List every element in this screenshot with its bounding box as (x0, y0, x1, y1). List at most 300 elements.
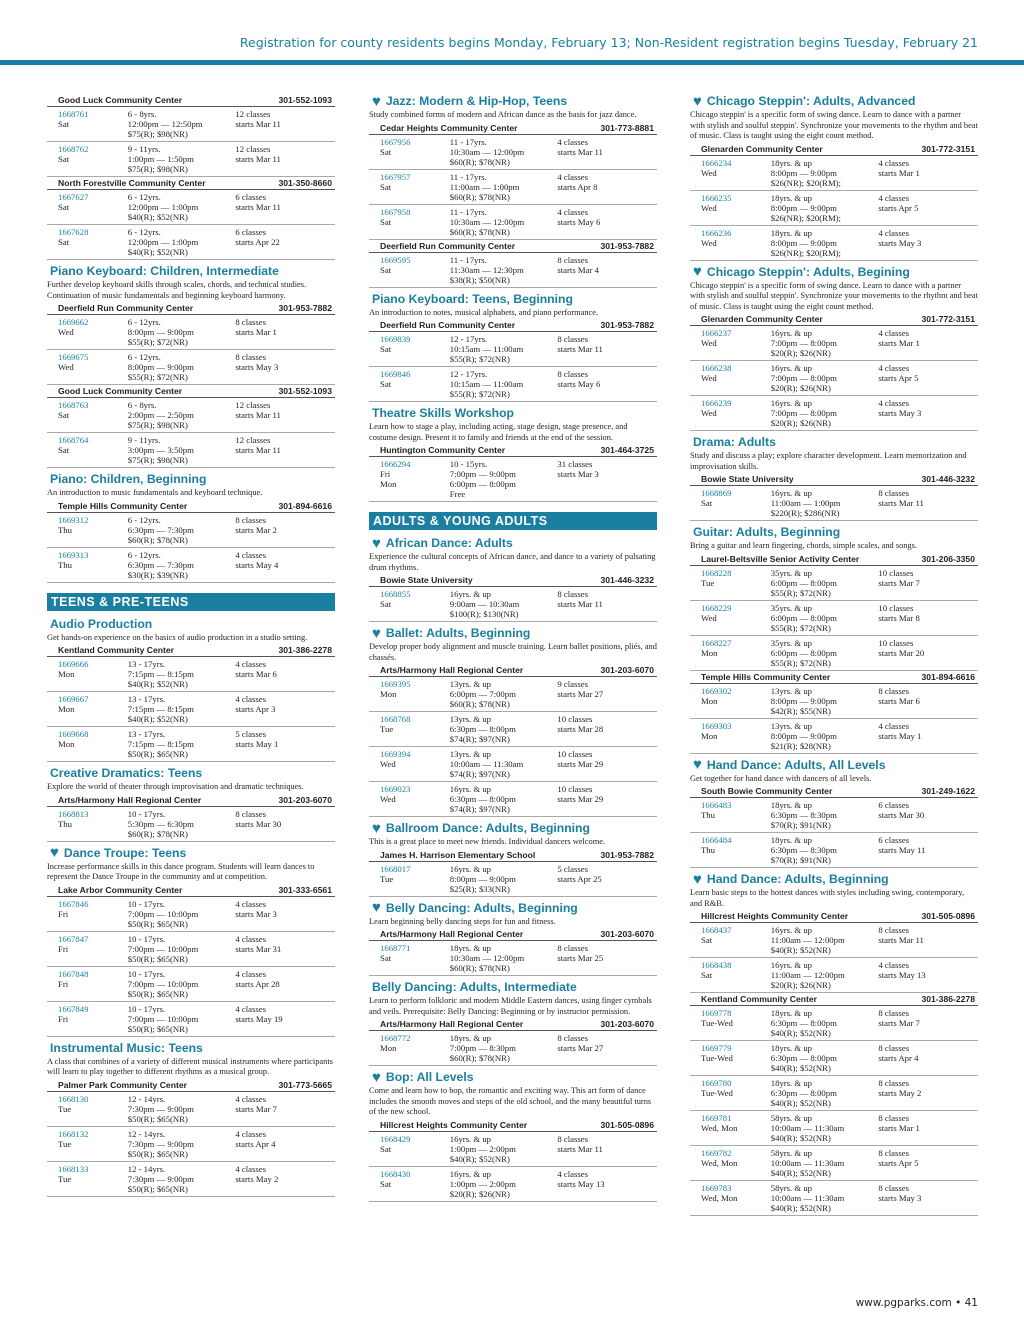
class-code[interactable]: 1668771 (380, 943, 411, 953)
class-age: 18yrs. & up (449, 943, 492, 953)
class-time: 6:30pm — 8:00pm (449, 794, 516, 804)
column-2 (369, 94, 657, 1206)
class-code[interactable]: 1668437 (701, 925, 732, 935)
class-age: 35yrs. & up (770, 602, 813, 613)
course-title (690, 525, 978, 540)
class-code[interactable]: 1668227 (701, 637, 732, 648)
class-start: starts May 4 (235, 559, 279, 570)
class-fee: $20(R); $26(NR) (770, 980, 831, 990)
class-code[interactable]: 1669778 (701, 1008, 732, 1018)
class-row (690, 958, 978, 993)
course-title (47, 472, 335, 487)
class-code[interactable]: 1668813 (58, 808, 89, 819)
class-fee: $70(R); $91(NR) (770, 820, 831, 830)
class-row (47, 350, 335, 385)
class-age: 9 - 11yrs. (127, 144, 161, 154)
class-count: 4 classes (235, 1093, 266, 1104)
class-row (690, 1041, 978, 1076)
class-day: Wed (701, 167, 717, 178)
class-code[interactable]: 1668855 (380, 589, 411, 599)
class-code[interactable]: 1666236 (701, 227, 732, 238)
class-details (128, 144, 236, 174)
class-fee: $40(R); $52(NR) (449, 1153, 510, 1164)
class-time: 6:30pm — 8:00pm (770, 1053, 837, 1063)
course-title-text: Jazz: Modern & Hip-Hop, Teens (385, 94, 568, 108)
course-description: Increase performance skills in this dance program. Students will learn dances to represent the Dance Troupe in the community and at competition. (47, 861, 315, 881)
class-count: 4 classes (557, 1168, 588, 1179)
class-code[interactable]: 1669846 (380, 369, 411, 379)
class-code-day (58, 1129, 128, 1159)
class-start: starts Apr 5 (878, 373, 919, 383)
class-start: starts Mar 25 (557, 953, 604, 963)
course-title-text: African Dance: Adults (385, 536, 513, 550)
course-section (690, 265, 978, 432)
location-header (47, 1080, 335, 1092)
location-phone: 301-552-1093 (278, 95, 332, 105)
class-code[interactable]: 1669595 (380, 254, 411, 265)
class-age: 35yrs. & up (770, 637, 813, 648)
class-code[interactable]: 1669303 (701, 720, 732, 731)
location-name: Arts/Harmony Hall Regional Center (380, 665, 524, 675)
location-name: Good Luck Community Center (58, 95, 183, 105)
class-start: starts Mar 3 (235, 908, 277, 919)
class-day: Mon (58, 669, 75, 679)
location-name: Huntington Community Center (380, 445, 506, 455)
class-schedule (235, 729, 335, 759)
course-title (369, 980, 657, 995)
class-code-day (58, 1094, 128, 1124)
class-row (47, 190, 335, 225)
class-code[interactable]: 1668133 (58, 1163, 89, 1174)
course-title (690, 435, 978, 450)
class-code[interactable]: 1668130 (58, 1093, 89, 1104)
class-code-day (58, 317, 128, 347)
class-code-day (58, 435, 128, 465)
location-phone: 301-773-8881 (600, 122, 654, 133)
class-details (771, 800, 879, 830)
class-age: 10 - 17yrs. (127, 1003, 166, 1014)
class-details (771, 158, 879, 188)
class-count: 9 classes (557, 679, 588, 689)
heart-icon: ♥ (372, 534, 381, 552)
class-code[interactable]: 1669312 (58, 514, 89, 525)
class-code[interactable]: 1667957 (380, 171, 411, 182)
location-phone: 301-446-3232 (921, 474, 975, 484)
class-schedule (878, 603, 978, 633)
class-code[interactable]: 1669023 (380, 784, 411, 794)
class-details (128, 809, 236, 839)
class-time-2: 6:00pm — 8:00pm (449, 479, 516, 489)
class-code[interactable]: 1666234 (701, 157, 732, 168)
class-time: 3:00pm — 3:50pm (127, 445, 194, 455)
class-details (450, 864, 558, 894)
course-section (47, 593, 335, 763)
course-section (690, 94, 978, 261)
class-count: 4 classes (878, 720, 909, 731)
class-code[interactable]: 1669667 (58, 694, 89, 704)
location-phone: 301-552-1093 (278, 386, 332, 396)
class-day: Mon (701, 647, 718, 658)
location-name: Bowie State University (380, 575, 473, 585)
class-code[interactable]: 1668430 (380, 1168, 411, 1179)
class-row (47, 1162, 335, 1197)
class-day: Sat (701, 935, 713, 945)
class-details (128, 352, 236, 382)
class-code[interactable]: 1666484 (701, 835, 732, 845)
class-code[interactable]: 1666294 (380, 459, 411, 469)
class-details (128, 1129, 236, 1159)
class-day: Fri (58, 978, 69, 989)
class-age: 18yrs. & up (770, 157, 813, 168)
location-phone: 301-386-2278 (921, 994, 975, 1004)
class-time: 11:00am — 1:00pm (449, 181, 520, 192)
class-row (369, 941, 657, 976)
class-start: starts Mar 3 (557, 469, 599, 479)
location-header (47, 95, 335, 107)
course-description: A class that combines of a variety of different musical instruments where participants will learn to play together to different rhythms as a musical group. (47, 1056, 333, 1076)
class-day: Wed (380, 759, 396, 769)
location-name: Laurel-Beltsville Senior Activity Center (701, 553, 860, 564)
class-count: 4 classes (878, 328, 909, 338)
class-time: 10:30am — 12:00pm (449, 146, 525, 157)
class-row (690, 326, 978, 361)
class-count: 8 classes (235, 317, 266, 327)
class-start: starts May 13 (878, 970, 926, 980)
class-age: 16yrs. & up (449, 1168, 492, 1179)
class-count: 4 classes (235, 968, 266, 979)
class-fee: $60(R); $78(NR) (449, 699, 510, 709)
class-details (450, 784, 558, 814)
location-header (47, 645, 335, 657)
course-title-text: Creative Dramatics: Teens (50, 766, 203, 780)
class-code-day (701, 960, 771, 990)
class-code[interactable]: 1668017 (380, 863, 411, 874)
class-start: starts Mar 30 (878, 810, 925, 820)
class-code[interactable]: 1668768 (380, 714, 411, 724)
class-row (369, 782, 657, 817)
class-code[interactable]: 1666483 (701, 800, 732, 810)
class-time: 1:00pm — 1:50pm (127, 154, 194, 164)
class-code[interactable]: 1669313 (58, 549, 89, 560)
class-code[interactable]: 1669783 (701, 1183, 732, 1193)
class-time: 7:15pm — 8:15pm (127, 669, 194, 679)
class-day: Sat (701, 970, 713, 980)
class-schedule (878, 1008, 978, 1038)
class-code[interactable]: 1666239 (701, 398, 732, 408)
class-details (128, 1094, 236, 1124)
class-time: 7:30pm — 9:00pm (127, 1103, 194, 1114)
class-details (450, 679, 558, 709)
class-count: 8 classes (878, 1008, 909, 1018)
class-code[interactable]: 1667958 (380, 206, 411, 217)
class-age: 10 - 17yrs. (127, 898, 166, 909)
location-phone: 301-386-2278 (278, 645, 332, 655)
course-section (369, 512, 657, 622)
location-header (47, 501, 335, 513)
class-age: 11 - 17yrs. (449, 136, 487, 147)
class-day: Wed (701, 373, 717, 383)
class-code[interactable]: 1669781 (701, 1113, 732, 1123)
class-details (771, 721, 879, 751)
class-start: starts May 2 (878, 1088, 922, 1098)
class-day: Fri (380, 469, 391, 479)
class-age: 18yrs. & up (770, 835, 813, 845)
course-description: Learn basic steps to the hottest dances with styles including swing, contemporary, and R&B. (690, 888, 965, 908)
class-age: 13yrs. & up (449, 714, 492, 724)
registration-notice: Registration for county residents begins Monday, February 13; Non-Resident registration begins Tuesday, February 21 (239, 35, 978, 50)
class-row (47, 1127, 335, 1162)
class-schedule (235, 109, 335, 139)
heart-icon: ♥ (50, 844, 59, 861)
course-description: Study combined forms of modern and African dance as the basis for jazz dance. (369, 110, 637, 119)
location-header (369, 850, 657, 862)
course-title (369, 626, 657, 641)
class-count: 31 classes (557, 459, 593, 469)
location-phone: 301-894-6616 (278, 500, 332, 511)
class-age: 13yrs. & up (449, 679, 492, 689)
class-code[interactable]: 1669662 (58, 317, 89, 327)
class-code-day (380, 1033, 450, 1063)
location-name: Arts/Harmony Hall Regional Center (58, 794, 202, 805)
class-age: 12 - 17yrs. (449, 369, 488, 379)
class-code-day (701, 328, 771, 358)
class-time: 7:00pm — 10:00pm (127, 908, 199, 919)
class-day: Wed, Mon (701, 1193, 738, 1203)
class-row (47, 727, 335, 762)
class-time: 7:00pm — 8:00pm (770, 408, 837, 418)
class-code[interactable]: 1669675 (58, 352, 89, 362)
class-code[interactable]: 1669668 (58, 729, 89, 739)
class-start: starts Mar 4 (557, 264, 599, 275)
course-description: Develop proper body alignment and muscle training. Learn ballet positions, pliés, and chassés. (369, 642, 657, 662)
class-schedule (878, 568, 978, 598)
class-code[interactable]: 1668762 (58, 144, 89, 154)
class-code[interactable]: 1669394 (380, 749, 411, 759)
class-count: 12 classes (235, 144, 271, 154)
class-code[interactable]: 1668429 (380, 1133, 411, 1144)
location-header (690, 994, 978, 1006)
class-schedule (235, 809, 335, 839)
class-fee: $220(R); $286(NR) (770, 508, 840, 518)
course-title-text: Chicago Steppin': Adults, Advanced (706, 94, 916, 108)
class-code[interactable]: 1668228 (701, 567, 732, 578)
section-banner: ADULTS & YOUNG ADULTS (369, 512, 657, 530)
location-phone: 301-953-7882 (600, 320, 654, 330)
location-phone: 301-772-3151 (921, 143, 975, 154)
class-code[interactable]: 1668761 (58, 109, 89, 119)
class-schedule (235, 1164, 335, 1194)
location-name: Glenarden Community Center (701, 143, 823, 154)
class-age: 18yrs. & up (449, 1033, 492, 1043)
class-code[interactable]: 1667627 (58, 192, 89, 202)
class-age: 13yrs. & up (449, 749, 492, 759)
class-count: 8 classes (878, 488, 909, 498)
location-header (690, 672, 978, 684)
course-title (369, 406, 657, 421)
class-age: 6 - 12yrs. (127, 192, 161, 202)
class-schedule (557, 749, 657, 779)
class-details (128, 550, 236, 580)
class-schedule (878, 1113, 978, 1143)
class-row (47, 107, 335, 142)
course-description: Chicago steppin' is a specific form of swing dance. Learn to dance with a partner with stylish and soulful steppin'. Synchronize your movements to the rhythm and beat of music. Class is taught using the eight count method. (690, 110, 978, 140)
class-start: starts Mar 30 (235, 818, 282, 829)
class-details (771, 398, 879, 428)
class-day: Fri (58, 908, 69, 919)
class-row (369, 1031, 657, 1066)
class-code[interactable]: 1669779 (701, 1043, 732, 1053)
class-count: 8 classes (878, 925, 909, 935)
class-start: starts May 6 (557, 216, 601, 227)
class-code[interactable]: 1667847 (58, 933, 89, 944)
heart-icon: ♥ (372, 819, 381, 837)
class-start: starts Apr 5 (878, 202, 919, 213)
class-code[interactable]: 1669782 (701, 1148, 732, 1158)
location-name: Arts/Harmony Hall Regional Center (380, 929, 524, 939)
class-details (450, 714, 558, 744)
class-schedule (878, 835, 978, 865)
class-fee: $20(R); $26(NR) (770, 383, 831, 393)
class-code[interactable]: 1667628 (58, 227, 89, 237)
class-schedule (235, 934, 335, 964)
class-schedule (557, 459, 657, 499)
class-details (128, 659, 236, 689)
class-time: 6:30pm — 8:00pm (449, 724, 516, 734)
class-details (771, 1043, 879, 1073)
class-code[interactable]: 1666237 (701, 328, 732, 338)
class-code[interactable]: 1668438 (701, 960, 732, 970)
class-code[interactable]: 1668229 (701, 602, 732, 613)
class-day: Mon (701, 730, 718, 741)
class-code-day (58, 809, 128, 839)
course-title-text: Piano Keyboard: Teens, Beginning (372, 291, 573, 306)
column-1 (47, 94, 335, 1201)
class-schedule (878, 686, 978, 716)
class-time: 10:00am — 11:30am (770, 1193, 845, 1203)
class-schedule (235, 659, 335, 689)
class-code-day (701, 1183, 771, 1213)
class-fee: $55(R); $72(NR) (127, 372, 188, 382)
course-section (369, 292, 657, 403)
class-start: starts Mar 1 (235, 327, 277, 337)
class-count: 8 classes (878, 1183, 909, 1193)
class-day: Mon (58, 739, 75, 749)
class-day: Wed (701, 408, 717, 418)
class-schedule (235, 192, 335, 222)
course-description: Experience the cultural concepts of African dance, and dance to a variety of pulsating drum rhythms. (369, 552, 656, 572)
class-code[interactable]: 1668132 (58, 1128, 89, 1139)
class-code[interactable]: 1668763 (58, 400, 89, 410)
class-start: starts Apr 8 (557, 181, 598, 192)
class-code[interactable]: 1669666 (58, 659, 89, 669)
class-code[interactable]: 1668869 (701, 488, 732, 498)
class-code-day (58, 1004, 128, 1034)
class-code-day (58, 227, 128, 257)
class-day: Tue (380, 724, 394, 734)
location-header (369, 929, 657, 941)
location-phone: 301-773-5665 (278, 1079, 332, 1090)
heart-icon: ♥ (372, 899, 381, 916)
heart-icon: ♥ (693, 263, 702, 280)
class-day: Sat (58, 410, 70, 420)
location-header (369, 575, 657, 587)
class-details (128, 729, 236, 759)
class-code-day (58, 400, 128, 430)
class-day: Tue (58, 1173, 72, 1184)
course-title-text: Instrumental Music: Teens (50, 1040, 203, 1055)
class-row (369, 677, 657, 712)
class-time: 6:30pm — 8:30pm (770, 810, 837, 820)
course-section (47, 846, 335, 1037)
class-age: 12 - 14yrs. (127, 1128, 166, 1139)
class-code[interactable]: 1666235 (701, 192, 732, 203)
class-count: 10 classes (557, 714, 593, 724)
class-row (690, 191, 978, 226)
class-details (128, 1004, 236, 1034)
class-code[interactable]: 1667846 (58, 898, 89, 909)
class-fee: $50(R); $65(NR) (127, 749, 188, 759)
class-schedule (557, 137, 657, 167)
class-day: Wed (58, 362, 74, 372)
course-section (690, 435, 978, 521)
class-day: Fri (58, 943, 69, 954)
class-fee: Free (449, 489, 466, 499)
class-start: starts Mar 2 (235, 524, 277, 535)
location-name: South Bowie Community Center (701, 786, 833, 796)
class-schedule (557, 943, 657, 973)
class-code[interactable]: 1667956 (380, 136, 411, 147)
class-schedule (557, 369, 657, 399)
class-code[interactable]: 1669302 (701, 685, 732, 696)
heart-icon: ♥ (693, 92, 702, 110)
class-code[interactable]: 1667848 (58, 968, 89, 979)
class-code-day (58, 550, 128, 580)
course-section (369, 94, 657, 288)
class-row (47, 932, 335, 967)
class-fee: $40(R); $52(NR) (770, 1063, 831, 1073)
location-header (369, 320, 657, 332)
class-code[interactable]: 1669395 (380, 679, 411, 689)
class-schedule (878, 363, 978, 393)
class-code[interactable]: 1668764 (58, 435, 89, 445)
location-phone: 301-505-0896 (921, 911, 975, 921)
location-name: Glenarden Community Center (701, 314, 823, 324)
class-code[interactable]: 1668772 (380, 1033, 411, 1043)
class-fee: $70(R); $91(NR) (770, 855, 831, 865)
class-day: Mon (58, 704, 75, 714)
class-start: starts Mar 1 (878, 1123, 920, 1133)
class-fee: $50(R); $65(NR) (127, 1148, 188, 1159)
class-details (128, 515, 236, 545)
class-start: starts May 3 (878, 237, 922, 248)
class-age: 16yrs. & up (770, 363, 813, 373)
course-description: Explore the world of theater through improvisation and dramatic techniques. (47, 782, 304, 791)
course-title (47, 617, 335, 632)
class-code[interactable]: 1669839 (380, 334, 411, 344)
class-day: Sat (58, 202, 70, 212)
class-day: Sat (58, 237, 70, 247)
location-phone: 301-953-7882 (278, 303, 332, 313)
class-code[interactable]: 1666238 (701, 363, 732, 373)
class-fee: $50(R); $65(NR) (127, 988, 188, 999)
class-count: 4 classes (557, 136, 588, 147)
class-code-day (58, 1164, 128, 1194)
class-code[interactable]: 1669780 (701, 1078, 732, 1088)
class-code[interactable]: 1667849 (58, 1003, 89, 1014)
class-time: 7:00pm — 8:00pm (770, 338, 837, 348)
class-time: 8:00pm — 9:00pm (127, 362, 194, 372)
class-code-day (701, 1078, 771, 1108)
